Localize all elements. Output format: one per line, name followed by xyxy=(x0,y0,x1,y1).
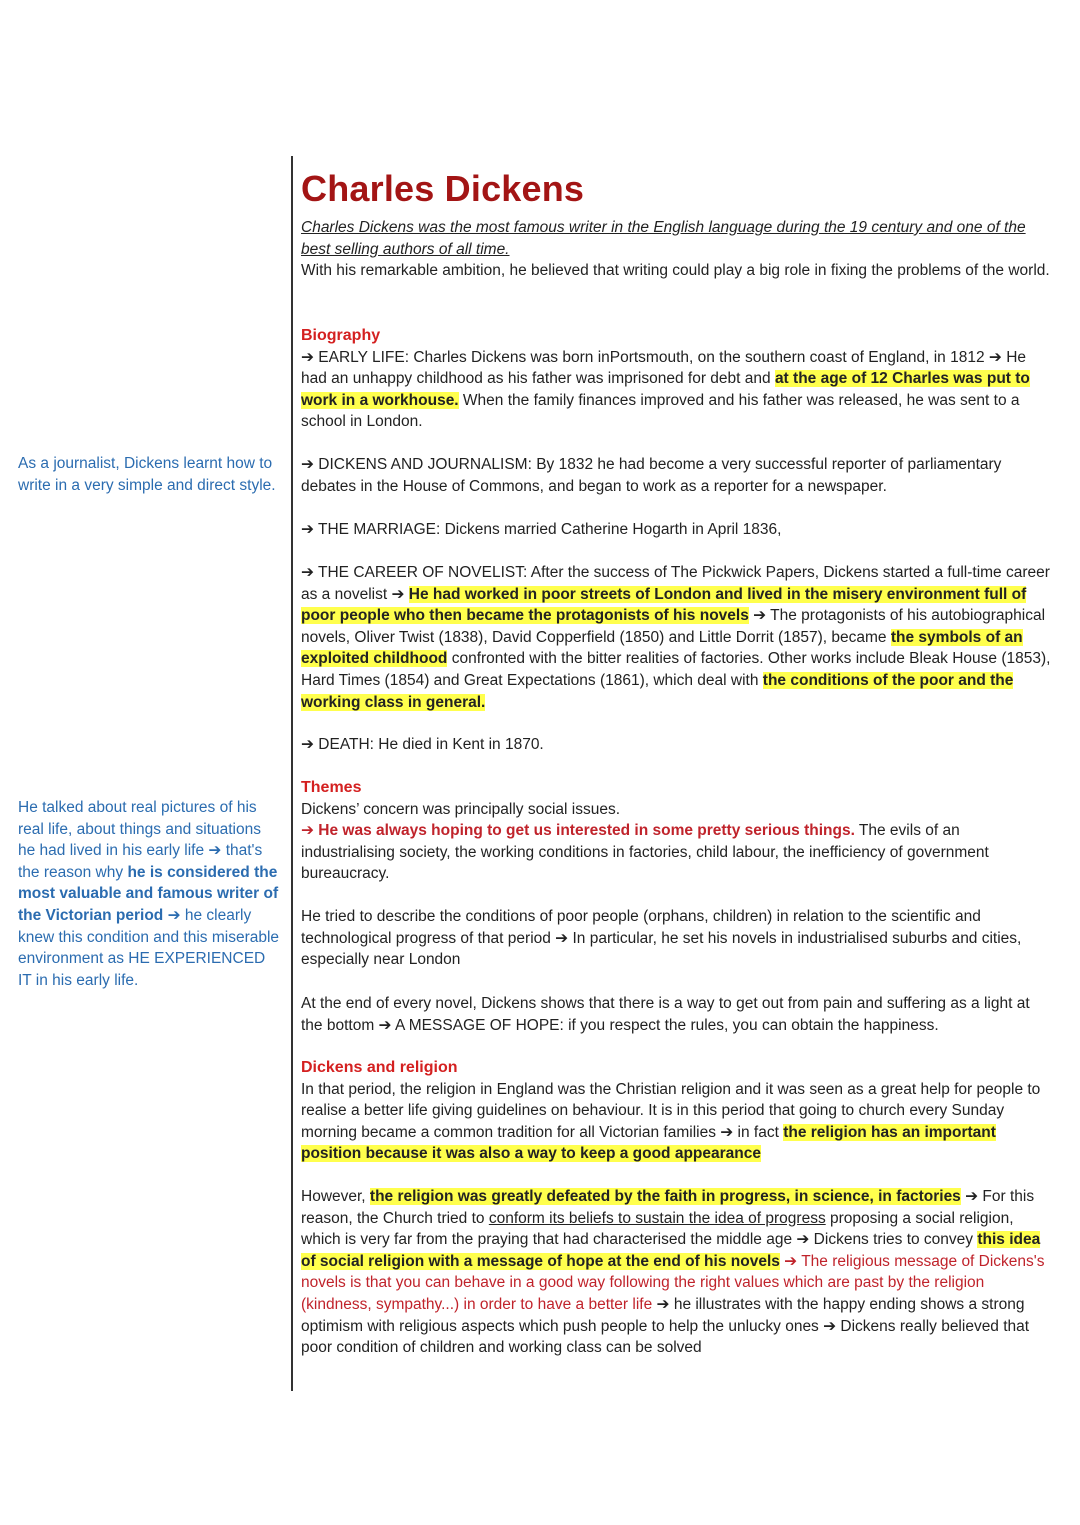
religion-paragraph-1: In that period, the religion in England was the Christian religion and it was seen as a great help for people to realise a better life giving guidelines on behaviour. It is in this period that going to church every Sunday morning became a common tradition for all Victorian families ➔ in fact the religion has an important position because it was also a way to keep a good appearance xyxy=(301,1080,1041,1163)
column-divider xyxy=(291,156,293,1391)
side-note-bold: he is considered the most valuable and famous writer of the Victorian period ➔ xyxy=(18,863,279,924)
highlight: the religion has an important position because it was also a way to keep a good appearance xyxy=(301,1123,996,1163)
religion-paragraph-2: However, the religion was greatly defeated by the faith in progress, in science, in factories ➔ For this reason, the Church tried to conform its beliefs to sustain the idea of progress proposing a social religion, which is very far from the praying that had characterised the middle age ➔ Dickens tries to convey this idea of social religion with a message of hope at the end of his novels ➔ The religious message of Dickens's novels is that you can behave in a good way following the right values which are past by the religion (kindness, sympathy...) in order to have a better life ➔ he illustrates with the happy ending shows a strong optimism with religious aspects which push people to help the unlucky ones ➔ Dickens really believed that poor condition of children and working class can be solved xyxy=(301,1188,1045,1357)
highlight: this idea of social religion with a message of hope at the end of his novels xyxy=(301,1231,1041,1270)
side-note-text: As a journalist, Dickens learnt how to write in a very simple and direct style. xyxy=(18,455,276,494)
intro-text: With his remarkable ambition, he believed that writing could play a big role in fixing the problems of the world. xyxy=(301,262,1050,280)
themes-paragraph-3: At the end of every novel, Dickens shows that there is a way to get out from pain and suffering as a light at the bottom ➔ A MESSAGE OF HOPE: if you respect the rules, you can obtain the happiness. xyxy=(301,995,1030,1034)
highlight: the religion was greatly defeated by the faith in progress, in science, in factories xyxy=(369,1188,961,1205)
themes-section xyxy=(301,777,1053,885)
themes-intro: Dickens’ concern was principally social issues. xyxy=(301,800,621,818)
biography-section xyxy=(301,325,1053,433)
themes-paragraph: ➔ He was always hoping to get us interested in some pretty serious things. The evils of an industrialising society, the working conditions in factories, child labour, the inefficiency of government bureaucracy. xyxy=(301,822,989,883)
intro-section xyxy=(301,217,1053,282)
biography-heading: Biography xyxy=(301,327,381,344)
career-paragraph: ➔ THE CAREER OF NOVELIST: After the success of The Pickwick Papers, Dickens started a full-time career as a novelist ➔ He had worked in poor streets of London and lived in the misery environment full of poor people who then became the protagonists of his novels ➔ The protagonists of his autobiographical novels, Oliver Twist (1838), David Copperfield (1850) and Little Dorrit (1857), became the symbols of an exploited childhood confronted with the bitter realities of factories. Other works include Bleak House (1853), Hard Times (1854) and Great Expectations (1861), which deal with the conditions of the poor and the working class in general. xyxy=(301,564,1051,711)
highlight: He had worked in poor streets of London and lived in the misery environment full of poor people who then became the protagonists of his novels xyxy=(301,585,1027,625)
highlight: at the age of 12 Charles was put to work in a workhouse. xyxy=(301,370,1030,409)
side-note-real-life xyxy=(18,797,282,991)
themes-paragraph-2: He tried to describe the conditions of poor people (orphans, children) in relation to the scientific and technological progress of that period ➔ In particular, he set his novels in industrialised suburbs and cities, especially near London xyxy=(301,908,1022,969)
intro-underlined: Charles Dickens was the most famous writer in the English language during the 19 century and one of the best selling authors of all time. xyxy=(301,219,1026,258)
side-note-text: he clearly knew this condition and this miserable environment as HE EXPERIENCED IT in his early life. xyxy=(18,906,280,989)
underlined-text: conform its beliefs to sustain the idea of progress xyxy=(488,1209,826,1227)
side-note-text: He talked about real pictures of his real life, about things and situations he had lived in his early life ➔ that's the reason why xyxy=(18,799,263,881)
page-title: Charles Dickens xyxy=(301,168,585,209)
highlight: the conditions of the poor and the working class in general. xyxy=(301,671,1014,711)
marriage-paragraph: ➔ THE MARRIAGE: Dickens married Catherine Hogarth in April 1836, xyxy=(301,521,782,538)
religion-heading: Dickens and religion xyxy=(301,1059,458,1076)
themes-heading: Themes xyxy=(301,779,362,796)
early-life-paragraph: ➔ EARLY LIFE: Charles Dickens was born inPortsmouth, on the southern coast of England, in 1812 ➔ He had an unhappy childhood as his father was imprisoned for debt and at the age of 12 Charles was put to work in a workhouse. When the family finances improved and his father was released, he was sent to a school in London. xyxy=(301,348,1030,431)
highlight: the symbols of an exploited childhood xyxy=(301,628,1023,668)
journalism-paragraph: ➔ DICKENS AND JOURNALISM: By 1832 he had become a very successful reporter of parliamentary debates in the House of Commons, and began to work as a reporter for a newspaper. xyxy=(301,456,1002,495)
death-paragraph: ➔ DEATH: He died in Kent in 1870. xyxy=(301,736,544,753)
side-note-journalism xyxy=(18,453,282,496)
religion-section xyxy=(301,1057,1053,1165)
